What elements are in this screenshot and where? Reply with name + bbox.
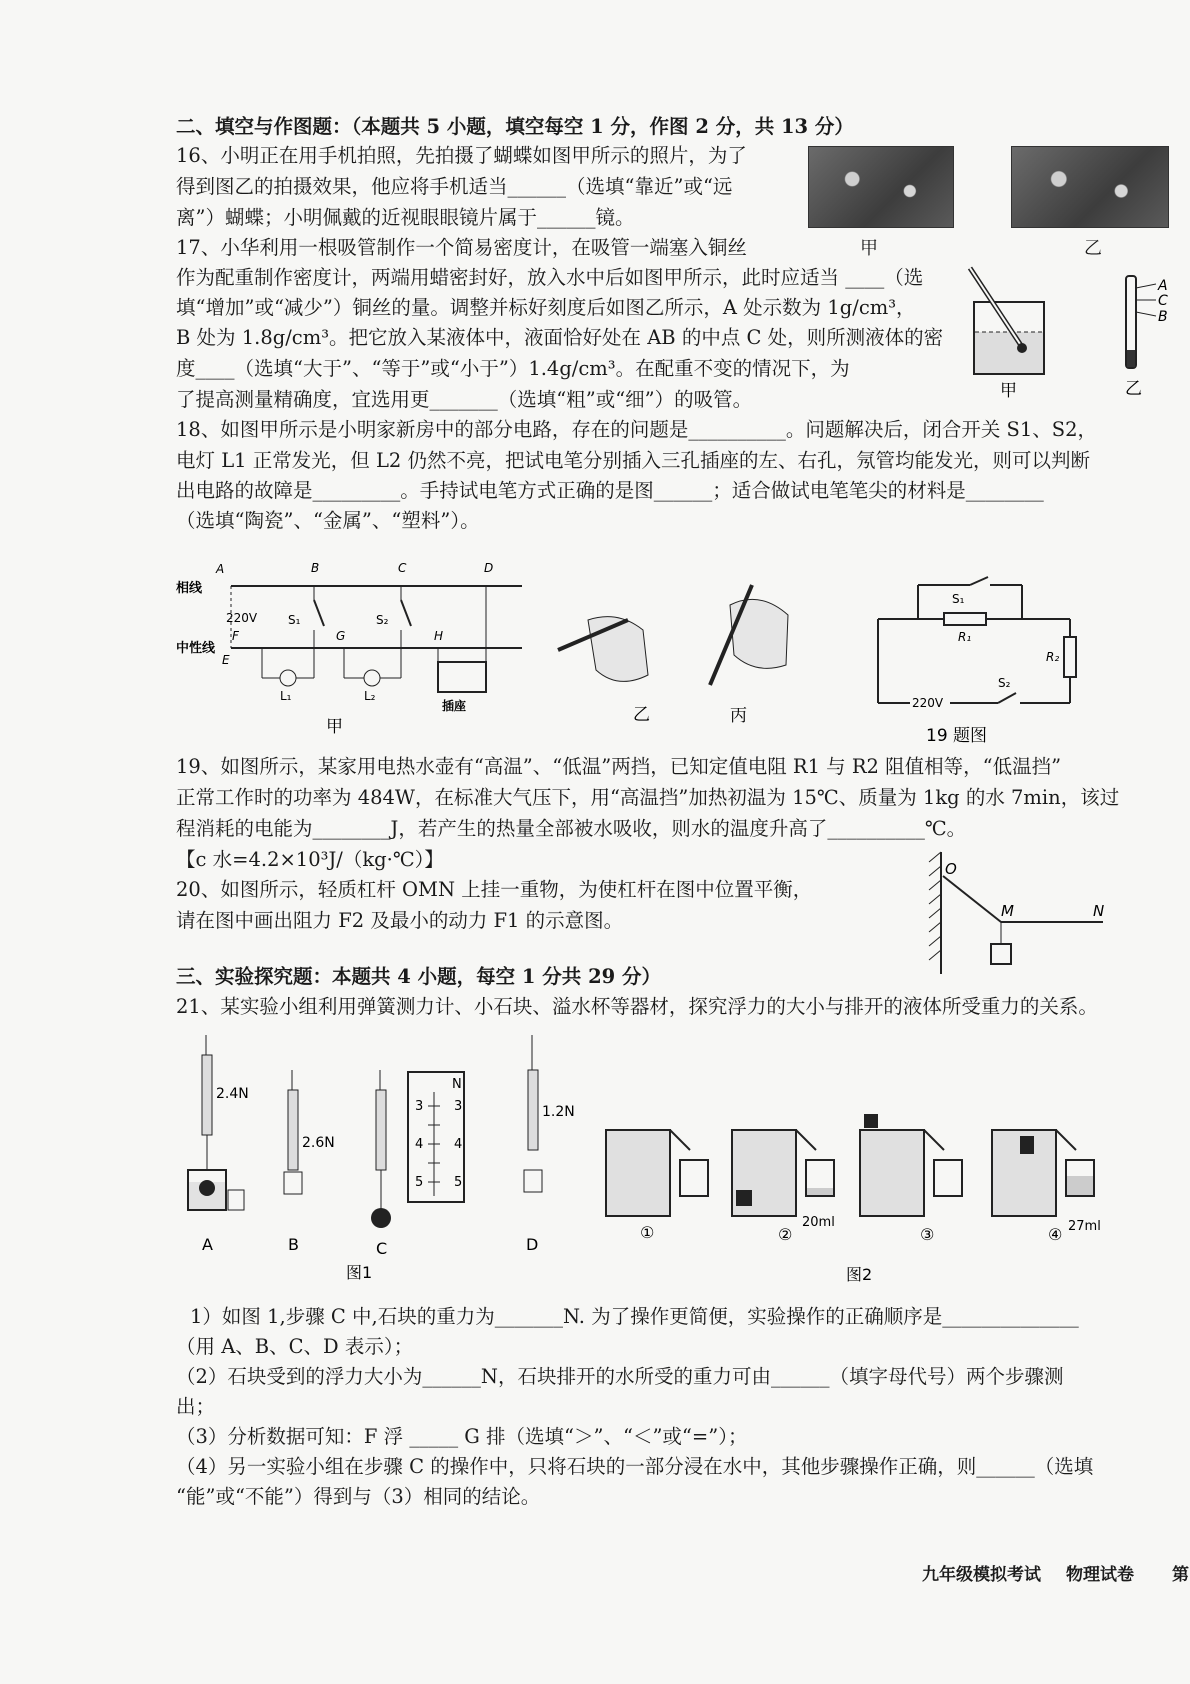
scale-c-label: C <box>1158 293 1168 309</box>
q16-line1: 16、小明正在用手机拍照，先拍摄了蝴蝶如图甲所示的照片，为了 <box>176 144 747 167</box>
lever-n-label: N <box>1093 902 1105 920</box>
svg-text:5: 5 <box>454 1175 463 1190</box>
q18-line1: 18、如图甲所示是小明家新房中的部分电路，存在的问题是__________。问题解决后，闭合开关 S1、S2， <box>176 418 1098 441</box>
lever-figure <box>925 848 1115 978</box>
q21-sub2-cont: 出； <box>176 1395 216 1418</box>
svg-text:R₂: R₂ <box>1046 650 1060 664</box>
household-circuit-figure <box>176 560 536 740</box>
q21-sub1: 1）如图 1,步骤 C 中,石块的重力为_______N. 为了操作更简便，实验操作的正确顺序是______________ <box>190 1305 1079 1328</box>
svg-text:N: N <box>452 1077 462 1092</box>
svg-text:3: 3 <box>454 1099 463 1114</box>
svg-text:④: ④ <box>1048 1225 1063 1244</box>
volume-20ml: 20ml <box>802 1215 835 1230</box>
q19-line4: 【c 水=4.2×10³J/（kg·℃）】 <box>176 848 444 871</box>
svg-text:F: F <box>232 629 239 643</box>
svg-text:②: ② <box>778 1225 793 1244</box>
svg-text:220V: 220V <box>912 696 944 710</box>
reading-b: 2.6N <box>302 1135 335 1151</box>
q17-line3: 填“增加”或“减少”）铜丝的量。调整并标好刻度后如图乙所示，A 处示数为 1g/cm³， <box>176 296 916 319</box>
q16-label-jia: 甲 <box>860 238 878 259</box>
lever-o-label: O <box>945 860 957 878</box>
spring-balance-figure-1 <box>176 1030 596 1280</box>
footer-page: 第 <box>1172 1565 1189 1585</box>
q19-line3: 程消耗的电能为________J，若产生的热量全部被水吸收，则水的温度升高了__________℃。 <box>176 817 967 840</box>
q19-line1: 19、如图所示，某家用电热水壶有“高温”、“低温”两挡，已知定值电阻 R1 与 R2 阻值相等，“低温挡” <box>176 755 1062 778</box>
svg-text:L₁: L₁ <box>280 689 292 703</box>
q18-line2: 电灯 L1 正常发光，但 L2 仍然不亮，把试电笔分别插入三孔插座的左、右孔，氖管均能发光，则可以判断 <box>176 449 1091 472</box>
figure-1-caption: 图1 <box>346 1263 373 1280</box>
q21-sub2: （2）石块受到的浮力大小为______N，石块排开的水所受的重力可由______（填字母代号）两个步骤测 <box>176 1365 1064 1388</box>
svg-text:A: A <box>202 1235 213 1254</box>
svg-text:H: H <box>434 629 444 643</box>
svg-text:L₂: L₂ <box>364 689 376 703</box>
q16-line3: 离”）蝴蝶；小明佩戴的近视眼眼镜片属于______镜。 <box>176 206 635 229</box>
scale-a-label: A <box>1158 278 1168 294</box>
q20-line1: 20、如图所示，轻质杠杆 OMN 上挂一重物，为使杠杆在图中位置平衡， <box>176 878 813 901</box>
reading-d: 1.2N <box>542 1104 575 1120</box>
q18-line3: 出电路的故障是_________。手持试电笔方式正确的是图______；适合做试电笔笔尖的材料是________ <box>176 479 1044 502</box>
svg-text:E: E <box>222 653 230 667</box>
svg-text:G: G <box>336 629 346 643</box>
q17-line1: 17、小华利用一根吸管制作一个简易密度计，在吸管一端塞入铜丝 <box>176 236 747 259</box>
volume-27ml: 27ml <box>1068 1219 1101 1234</box>
q21-sub1-cont: （用 A、B、C、D 表示）； <box>176 1335 414 1358</box>
svg-text:5: 5 <box>415 1175 424 1190</box>
neutral-wire-label: 中性线 <box>176 641 216 656</box>
svg-text:S₁: S₁ <box>952 592 965 606</box>
footer-exam: 九年级模拟考试 <box>922 1565 1041 1585</box>
svg-text:A: A <box>216 562 225 576</box>
svg-text:4: 4 <box>415 1137 424 1152</box>
q17-line4: B 处为 1.8g/cm³。把它放入某液体中，液面恰好处在 AB 的中点 C 处，则所测液体的密 <box>176 326 944 349</box>
circuit-label-jia: 甲 <box>326 717 343 737</box>
svg-text:S₂: S₂ <box>376 613 389 627</box>
socket-label: 插座 <box>442 699 467 713</box>
voltage-label: 220V <box>226 611 258 625</box>
scale-b-label: B <box>1158 309 1168 325</box>
q17-label-yi: 乙 <box>1125 379 1142 399</box>
q21-sub4-cont: “能”或“不能”）得到与（3）相同的结论。 <box>176 1485 541 1508</box>
svg-text:C: C <box>398 561 407 575</box>
overflow-cup-figure-2 <box>600 1090 1110 1290</box>
q19-figure-caption: 19 题图 <box>926 726 988 746</box>
q16-label-yi: 乙 <box>1084 238 1102 259</box>
svg-text:B: B <box>288 1235 299 1254</box>
q17-line6: 了提高测量精确度，宜选用更_______（选填“粗”或“细”）的吸管。 <box>176 388 753 411</box>
test-pen-figure-yi <box>548 580 668 730</box>
q16-line2: 得到图乙的拍摄效果，他应将手机适当______（选填“靠近”或“远 <box>176 175 733 198</box>
q17-label-jia: 甲 <box>1000 381 1017 401</box>
section3-heading: 三、实验探究题：本题共 4 小题，每空 1 分共 29 分） <box>176 965 662 988</box>
q19-circuit-figure <box>870 575 1090 750</box>
q21-intro: 21、某实验小组利用弹簧测力计、小石块、溢水杯等器材，探究浮力的大小与排开的液体所受重力的关系。 <box>176 995 1098 1018</box>
footer-subject: 物理试卷 <box>1066 1565 1134 1585</box>
pen-label-bing: 丙 <box>730 706 747 726</box>
figure-2-caption: 图2 <box>846 1265 873 1284</box>
svg-text:4: 4 <box>454 1137 463 1152</box>
svg-text:D: D <box>526 1235 539 1254</box>
q21-sub3: （3）分析数据可知：F 浮 _____ G 排（选填“＞”、“＜”或“=”）； <box>176 1425 748 1448</box>
pen-label-yi: 乙 <box>633 705 650 725</box>
q21-sub4: （4）另一实验小组在步骤 C 的操作中，只将石块的一部分浸在水中，其他步骤操作正确，则______（选填 <box>176 1455 1094 1478</box>
q17-line5: 度____（选填“大于”、“等于”或“小于”）1.4g/cm³。在配重不变的情况下，为 <box>176 357 850 380</box>
svg-text:S₂: S₂ <box>998 676 1011 690</box>
svg-text:③: ③ <box>920 1225 935 1244</box>
lever-m-label: M <box>1001 902 1014 920</box>
q19-line2: 正常工作时的功率为 484W，在标准大气压下，用“高温挡”加热初温为 15℃、质量为 1kg 的水 7min，该过 <box>176 786 1120 809</box>
section2-heading: 二、填空与作图题：（本题共 5 小题，填空每空 1 分，作图 2 分，共 13 分） <box>176 115 854 138</box>
densimeter-scale-figure <box>1110 272 1182 402</box>
svg-text:①: ① <box>640 1223 655 1242</box>
q20-line2: 请在图中画出阻力 F2 及最小的动力 F1 的示意图。 <box>176 909 624 932</box>
butterfly-photo-yi <box>1011 146 1169 228</box>
svg-text:R₁: R₁ <box>958 630 972 644</box>
test-pen-figure-bing <box>700 575 810 730</box>
butterfly-photo-jia <box>808 146 954 228</box>
reading-a: 2.4N <box>216 1086 249 1102</box>
densimeter-beaker-figure <box>960 262 1070 402</box>
live-wire-label: 相线 <box>176 581 203 596</box>
q18-line4: （选填“陶瓷”、“金属”、“塑料”）。 <box>176 509 480 532</box>
svg-text:C: C <box>376 1239 388 1258</box>
svg-text:B: B <box>311 561 320 575</box>
q17-line2: 作为配重制作密度计，两端用蜡密封好，放入水中后如图甲所示，此时应适当 ____（选 <box>176 266 924 289</box>
svg-text:D: D <box>484 561 494 575</box>
svg-text:S₁: S₁ <box>288 613 301 627</box>
svg-text:3: 3 <box>415 1099 424 1114</box>
